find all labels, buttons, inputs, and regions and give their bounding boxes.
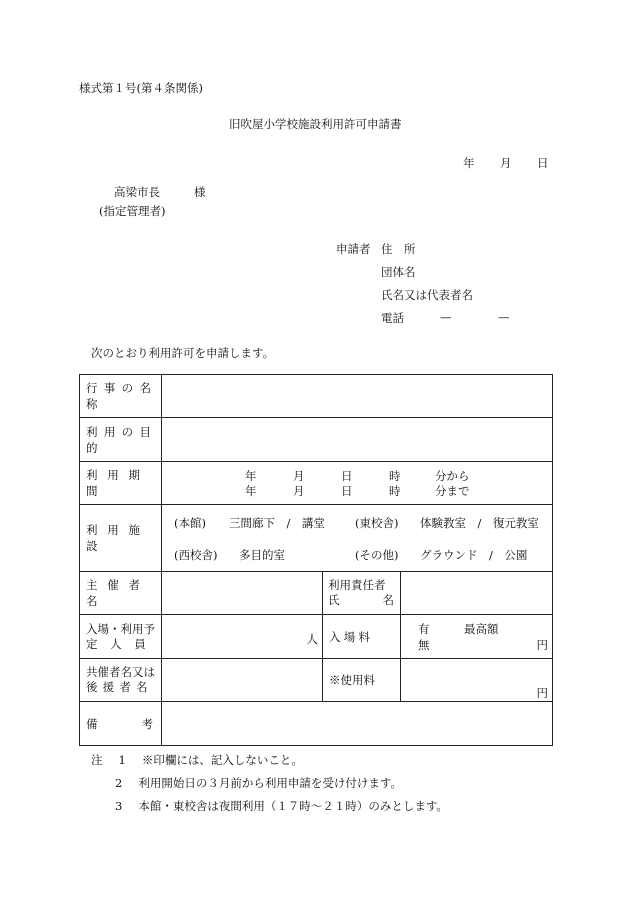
addressee-honorific: 様 [194, 185, 206, 199]
organizer-label: 主催者名 [80, 572, 162, 615]
attendees-unit: 人 [306, 632, 318, 646]
row-period [80, 462, 553, 505]
row-attendees [80, 615, 553, 659]
start-month: 月 [293, 469, 305, 483]
purpose-label: 利用の目的 [80, 418, 162, 462]
start-hour: 時 [389, 469, 401, 483]
end-minute: 分まで [435, 484, 470, 498]
period-field[interactable] [162, 462, 553, 505]
applicant-phone-label: 電話 [381, 311, 404, 325]
cosponsor-field[interactable] [162, 659, 323, 702]
note-3: 3 本館・東校舎は夜間利用（１７時～２１時）のみとします。 [115, 799, 448, 813]
addressee-name: 高梁市長 [114, 185, 160, 199]
responsible-label: 利用責任者 氏 名 [323, 572, 401, 615]
organizer-field[interactable] [162, 572, 323, 615]
facility-field [162, 505, 553, 572]
cosponsor-label: 共催者名又は 後援者名 [80, 659, 162, 702]
application-table [79, 374, 553, 746]
applicant-label: 申請者 [336, 242, 371, 256]
purpose-field[interactable] [162, 418, 553, 462]
date-year: 年 [463, 156, 475, 170]
applicant-group-label: 団体名 [381, 265, 416, 279]
attendees-label: 入場・利用予 定人員 [80, 615, 162, 659]
facility-east-building: (東校舎) [355, 516, 399, 530]
date-month: 月 [500, 156, 512, 170]
facility-label: 利用施設 [80, 505, 162, 572]
row-facility [80, 505, 553, 572]
facility-west-building: (西校舎) [174, 548, 218, 562]
entry-fee-label: 入場料 [323, 615, 401, 659]
period-label: 利用期間 [80, 462, 162, 505]
entry-fee-field[interactable] [401, 615, 553, 659]
facility-other-options[interactable]: グラウンド / 公園 [420, 548, 528, 562]
usage-yen: 円 [536, 686, 549, 700]
end-year: 年 [245, 484, 257, 498]
facility-other-building: (その他) [355, 548, 399, 562]
event-name-label: 行事の名称 [80, 375, 162, 418]
date-day: 日 [537, 156, 549, 170]
start-day: 日 [341, 469, 353, 483]
end-day: 日 [341, 484, 353, 498]
facility-main-building: (本館) [174, 516, 206, 530]
row-event-name [80, 375, 553, 418]
fee-max-label: 最高額 [464, 621, 499, 636]
attendees-field[interactable] [162, 615, 323, 659]
applicant-name-label: 氏名又は代表者名 [381, 288, 473, 302]
addressee-sub: (指定管理者) [99, 204, 166, 218]
remarks-label: 備 考 [80, 702, 162, 746]
phone-dash-2: — [498, 310, 510, 324]
intro-text: 次のとおり利用許可を申請します。 [91, 346, 275, 360]
row-purpose [80, 418, 553, 462]
responsible-field[interactable] [401, 572, 553, 615]
usage-fee-label: ※使用料 [323, 659, 401, 702]
form-number: 様式第１号(第４条関係) [79, 81, 203, 95]
end-hour: 時 [389, 484, 401, 498]
remarks-field[interactable] [162, 702, 553, 746]
usage-fee-field [401, 659, 553, 702]
facility-main-options[interactable]: 三間廊下 / 講堂 [229, 516, 325, 530]
row-remarks [80, 702, 553, 746]
phone-dash-1: — [440, 310, 452, 324]
note-2: 2 利用開始日の３月前から利用申請を受け付けます。 [115, 776, 402, 790]
fee-no[interactable]: 無 [418, 637, 430, 652]
page-title: 旧吹屋小学校施設利用許可申請書 [229, 117, 402, 131]
end-month: 月 [293, 484, 305, 498]
facility-east-options[interactable]: 体験教室 / 復元教室 [420, 516, 539, 530]
row-organizer [80, 572, 553, 615]
applicant-address-label: 住 所 [381, 242, 416, 256]
start-year: 年 [245, 469, 257, 483]
fee-yes[interactable]: 有 [418, 621, 430, 636]
event-name-field[interactable] [162, 375, 553, 418]
note-1: 注 1 ※印欄には、記入しないこと。 [91, 753, 303, 767]
row-cosponsor [80, 659, 553, 702]
start-minute: 分から [435, 469, 470, 483]
facility-west-options[interactable]: 多目的室 [239, 548, 285, 562]
fee-yen: 円 [536, 637, 549, 652]
